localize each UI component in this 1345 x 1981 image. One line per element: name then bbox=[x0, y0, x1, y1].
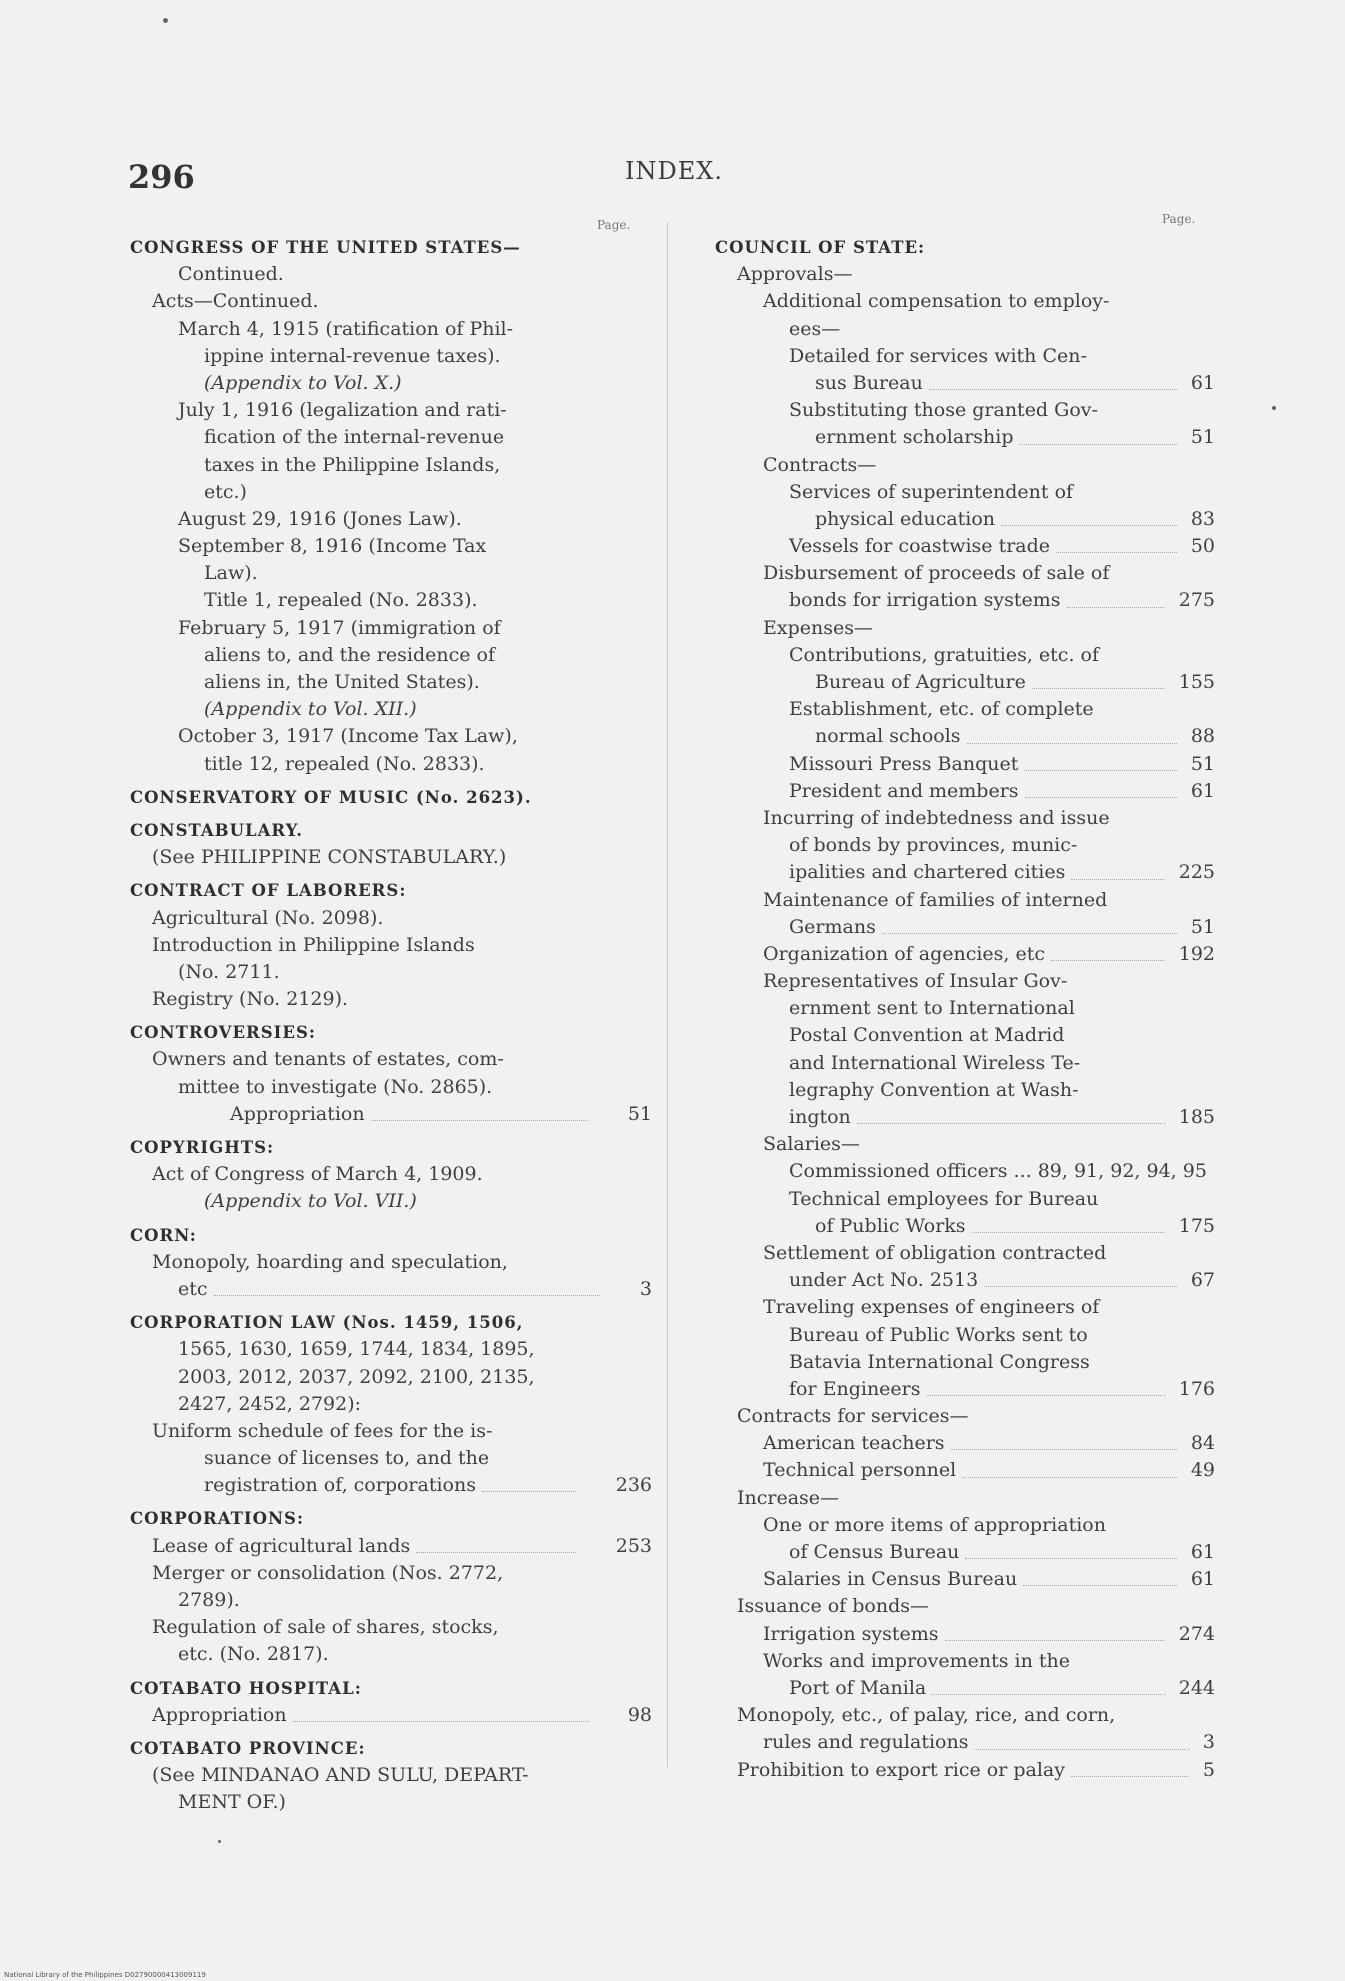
entry-text: August 29, 1916 (Jones Law). bbox=[178, 507, 462, 530]
page-reference: 98 bbox=[627, 1703, 652, 1726]
index-entry bbox=[715, 533, 1215, 560]
index-entry bbox=[715, 941, 1215, 968]
entry-text: Commissioned officers ... 89, 91, 92, 94, 95 bbox=[789, 1160, 1207, 1183]
index-entry bbox=[130, 751, 650, 778]
entry-text: Port of Manila bbox=[789, 1676, 927, 1699]
index-entry bbox=[130, 1533, 650, 1560]
page-reference: 244 bbox=[1178, 1676, 1215, 1699]
entry-text: CONSTABULARY. bbox=[130, 820, 304, 840]
index-heading bbox=[130, 1019, 650, 1046]
entry-text: and International Wireless Te- bbox=[789, 1051, 1081, 1074]
entry-text: Technical employees for Bureau bbox=[789, 1187, 1099, 1210]
entry-text: MENT OF.) bbox=[178, 1791, 286, 1814]
index-entry bbox=[715, 1294, 1215, 1321]
entry-text: COUNCIL OF STATE: bbox=[715, 238, 926, 257]
dot-leader bbox=[1071, 1776, 1189, 1777]
entry-text: legraphy Convention at Wash- bbox=[789, 1078, 1079, 1101]
index-heading bbox=[130, 1309, 650, 1336]
entry-text: Increase— bbox=[737, 1486, 840, 1509]
entry-text: Prohibition to export rice or palay bbox=[737, 1758, 1065, 1781]
page-reference: 88 bbox=[1190, 725, 1215, 748]
page-reference: 275 bbox=[1178, 589, 1215, 612]
index-entry bbox=[130, 1391, 650, 1418]
entry-text: Law). bbox=[204, 562, 258, 585]
index-entry bbox=[130, 261, 650, 288]
index-entry bbox=[130, 1249, 650, 1276]
entry-text: Lease of agricultural lands bbox=[152, 1534, 411, 1557]
dot-leader bbox=[945, 1640, 1165, 1641]
index-entry bbox=[715, 642, 1215, 669]
entry-text: Works and improvements in the bbox=[763, 1649, 1070, 1672]
entry-text: October 3, 1917 (Income Tax Law), bbox=[178, 725, 518, 748]
entry-text: Acts—Continued. bbox=[152, 290, 319, 313]
index-entry bbox=[130, 1560, 650, 1587]
dot-leader bbox=[1024, 770, 1176, 771]
index-entry bbox=[715, 914, 1215, 941]
dot-leader bbox=[984, 1286, 1177, 1287]
index-entry bbox=[715, 587, 1215, 614]
index-entry bbox=[715, 1485, 1215, 1512]
index-heading bbox=[130, 1134, 650, 1161]
index-entry bbox=[130, 506, 650, 533]
index-entry bbox=[130, 905, 650, 932]
entry-text: Contracts for services— bbox=[737, 1405, 969, 1428]
entry-text: Bureau of Agriculture bbox=[815, 671, 1026, 693]
index-entry bbox=[715, 751, 1215, 778]
index-entry bbox=[715, 615, 1215, 642]
entry-text: title 12, repealed (No. 2833). bbox=[204, 752, 485, 775]
dot-leader bbox=[951, 1449, 1177, 1450]
entry-text: registration of, corporations bbox=[204, 1474, 476, 1497]
entry-text: February 5, 1917 (immigration of bbox=[178, 616, 501, 639]
index-entry bbox=[715, 1240, 1215, 1267]
index-entry bbox=[715, 1322, 1215, 1349]
entry-text: Salaries in Census Bureau bbox=[763, 1568, 1018, 1591]
entry-text: normal schools bbox=[815, 725, 961, 748]
entry-text: 2789). bbox=[178, 1589, 240, 1611]
page-reference: 176 bbox=[1178, 1377, 1215, 1400]
page-reference: 236 bbox=[615, 1474, 652, 1497]
page-reference: 61 bbox=[1190, 779, 1215, 802]
dot-leader bbox=[1025, 797, 1177, 798]
index-entry bbox=[130, 288, 650, 315]
index-entry bbox=[130, 1188, 650, 1215]
entry-text: of Public Works bbox=[815, 1214, 966, 1237]
index-entry bbox=[130, 1101, 650, 1128]
entry-text: Irrigation systems bbox=[763, 1622, 939, 1645]
index-heading bbox=[130, 1505, 650, 1532]
entry-text: suance of licenses to, and the bbox=[204, 1447, 490, 1470]
entry-text: One or more items of appropriation bbox=[763, 1513, 1106, 1536]
entry-text: ees— bbox=[789, 317, 841, 340]
index-entry bbox=[715, 1376, 1215, 1403]
page-reference: 51 bbox=[1190, 752, 1215, 775]
index-entry bbox=[715, 1022, 1215, 1049]
page-reference: 61 bbox=[1190, 1568, 1215, 1591]
entry-text: March 4, 1915 (ratification of Phil- bbox=[178, 317, 514, 340]
index-entry bbox=[130, 844, 650, 871]
entry-text: Maintenance of families of interned bbox=[763, 888, 1108, 911]
index-entry bbox=[715, 479, 1215, 506]
entry-text: aliens to, and the residence of bbox=[204, 643, 496, 666]
running-head: INDEX. bbox=[625, 157, 723, 185]
entry-text: Approvals— bbox=[737, 263, 853, 286]
index-heading bbox=[130, 1675, 650, 1702]
dot-leader bbox=[214, 1295, 600, 1296]
dot-leader bbox=[293, 1721, 588, 1722]
entry-text: Technical personnel bbox=[763, 1459, 957, 1482]
index-entry bbox=[715, 1403, 1215, 1430]
entry-text: CONTROVERSIES: bbox=[130, 1023, 316, 1043]
index-entry bbox=[130, 1161, 650, 1188]
entry-text: mittee to investigate (No. 2865). bbox=[178, 1075, 493, 1098]
index-entry bbox=[130, 696, 650, 723]
index-entry bbox=[130, 1336, 650, 1363]
entry-text: ernment sent to International bbox=[789, 997, 1075, 1020]
dot-leader bbox=[932, 1694, 1165, 1695]
dot-leader bbox=[972, 1232, 1165, 1233]
entry-text: etc. (No. 2817). bbox=[178, 1643, 329, 1666]
entry-text: Vessels for coastwise trade bbox=[789, 535, 1051, 558]
index-heading bbox=[130, 1222, 650, 1249]
index-entry bbox=[715, 560, 1215, 587]
entry-text: Contributions, gratuities, etc. of bbox=[789, 643, 1100, 666]
dot-leader bbox=[416, 1552, 575, 1553]
dot-leader bbox=[1071, 879, 1164, 880]
dot-leader bbox=[482, 1491, 576, 1492]
page-reference: 185 bbox=[1178, 1106, 1215, 1128]
scan-speck bbox=[163, 18, 168, 23]
index-entry bbox=[715, 1267, 1215, 1294]
entry-text: Establishment, etc. of complete bbox=[789, 698, 1094, 721]
index-entry bbox=[715, 1702, 1215, 1729]
index-entry bbox=[715, 1213, 1215, 1240]
entry-text: Batavia International Congress bbox=[789, 1350, 1090, 1373]
page-reference: 51 bbox=[1190, 426, 1215, 449]
entry-text: CONGRESS OF THE UNITED STATES— bbox=[130, 238, 521, 257]
page-reference: 83 bbox=[1190, 507, 1215, 530]
index-entry bbox=[130, 1046, 650, 1073]
entry-text: Settlement of obligation contracted bbox=[763, 1241, 1107, 1264]
page-reference: 84 bbox=[1190, 1432, 1215, 1455]
entry-text: Merger or consolidation (Nos. 2772, bbox=[152, 1561, 504, 1584]
page-reference: 49 bbox=[1190, 1459, 1215, 1482]
index-entry bbox=[715, 1131, 1215, 1158]
entry-text: CONSERVATORY OF MUSIC (No. 2623). bbox=[130, 787, 532, 807]
page-reference: 3 bbox=[639, 1277, 652, 1300]
dot-leader bbox=[1023, 1585, 1177, 1586]
index-entry bbox=[130, 1789, 650, 1816]
page-reference: 225 bbox=[1178, 861, 1215, 884]
page-column-label-right: Page. bbox=[1162, 212, 1196, 226]
page-reference: 67 bbox=[1190, 1269, 1215, 1292]
index-entry bbox=[130, 424, 650, 451]
entry-text: Representatives of Insular Gov- bbox=[763, 970, 1068, 993]
entry-text: Postal Convention at Madrid bbox=[789, 1024, 1065, 1047]
index-column-left bbox=[130, 234, 650, 1817]
dot-leader bbox=[1001, 525, 1177, 526]
index-heading bbox=[130, 1735, 650, 1762]
entry-text: (No. 2711. bbox=[178, 960, 280, 983]
entry-text: Expenses— bbox=[763, 616, 873, 639]
index-heading bbox=[130, 817, 650, 844]
index-entry bbox=[715, 1675, 1215, 1702]
index-heading bbox=[130, 784, 650, 811]
entry-text: Agricultural (No. 2098). bbox=[152, 906, 384, 929]
index-entry bbox=[715, 1186, 1215, 1213]
index-entry bbox=[130, 397, 650, 424]
index-entry bbox=[130, 723, 650, 750]
index-entry bbox=[715, 506, 1215, 533]
entry-text: ington bbox=[789, 1106, 851, 1128]
index-entry bbox=[715, 1566, 1215, 1593]
dot-leader bbox=[962, 1477, 1177, 1478]
index-entry bbox=[130, 1445, 650, 1472]
entry-text: COPYRIGHTS: bbox=[130, 1138, 275, 1157]
entry-text: Uniform schedule of fees for the is- bbox=[152, 1419, 493, 1442]
index-entry bbox=[715, 261, 1215, 288]
index-column-right bbox=[715, 234, 1215, 1784]
index-entry bbox=[130, 479, 650, 506]
column-divider bbox=[667, 222, 668, 1767]
index-entry bbox=[715, 1539, 1215, 1566]
entry-text: (See MINDANAO AND SULU, DEPART- bbox=[152, 1764, 529, 1787]
entry-text: Owners and tenants of estates, com- bbox=[152, 1048, 504, 1071]
index-entry bbox=[130, 1472, 650, 1499]
entry-text: September 8, 1916 (Income Tax bbox=[178, 535, 487, 558]
index-entry bbox=[130, 1074, 650, 1101]
entry-text: etc bbox=[178, 1277, 208, 1300]
index-entry bbox=[715, 696, 1215, 723]
index-entry bbox=[715, 1757, 1215, 1784]
entry-text: CONTRACT OF LABORERS: bbox=[130, 881, 407, 901]
entry-text: (Appendix to Vol. VII.) bbox=[204, 1190, 417, 1213]
page-reference: 51 bbox=[1190, 915, 1215, 938]
index-entry bbox=[715, 397, 1215, 424]
dot-leader bbox=[929, 389, 1177, 390]
page-reference: 5 bbox=[1202, 1758, 1215, 1781]
entry-text: American teachers bbox=[763, 1432, 945, 1455]
index-entry bbox=[715, 452, 1215, 479]
entry-text: 2427, 2452, 2792): bbox=[178, 1392, 362, 1415]
scan-speck bbox=[1272, 406, 1276, 410]
index-entry bbox=[130, 932, 650, 959]
entry-text: 2003, 2012, 2037, 2092, 2100, 2135, bbox=[178, 1365, 535, 1388]
index-entry bbox=[715, 1349, 1215, 1376]
index-entry bbox=[715, 1104, 1215, 1131]
index-entry bbox=[715, 778, 1215, 805]
entry-text: Bureau of Public Works sent to bbox=[789, 1323, 1088, 1346]
index-entry bbox=[130, 452, 650, 479]
index-entry bbox=[715, 1648, 1215, 1675]
index-entry bbox=[130, 560, 650, 587]
index-entry bbox=[130, 343, 650, 370]
entry-text: aliens in, the United States). bbox=[204, 671, 480, 693]
index-entry bbox=[715, 887, 1215, 914]
index-entry bbox=[715, 968, 1215, 995]
entry-text: July 1, 1916 (legalization and rati- bbox=[178, 399, 507, 422]
dot-leader bbox=[967, 743, 1177, 744]
entry-text: (Appendix to Vol. X.) bbox=[204, 371, 402, 394]
page-number: 296 bbox=[128, 158, 195, 196]
page-reference: 274 bbox=[1178, 1622, 1215, 1645]
entry-text: Monopoly, etc., of palay, rice, and corn, bbox=[737, 1704, 1116, 1727]
index-entry bbox=[130, 1641, 650, 1668]
entry-text: Regulation of sale of shares, stocks, bbox=[152, 1616, 499, 1639]
page-reference: 61 bbox=[1190, 1541, 1215, 1563]
entry-text: physical education bbox=[815, 507, 996, 530]
index-entry bbox=[715, 1593, 1215, 1620]
page-reference: 175 bbox=[1178, 1214, 1215, 1237]
index-entry bbox=[130, 1762, 650, 1789]
page-reference: 51 bbox=[627, 1102, 652, 1125]
entry-text: sus Bureau bbox=[815, 371, 923, 394]
index-entry bbox=[715, 370, 1215, 397]
page-reference: 192 bbox=[1178, 942, 1215, 965]
entry-text: rules and regulations bbox=[763, 1731, 969, 1754]
dot-leader bbox=[927, 1395, 1165, 1396]
index-entry bbox=[130, 316, 650, 343]
entry-text: under Act No. 2513 bbox=[789, 1269, 979, 1292]
index-entry bbox=[715, 1050, 1215, 1077]
entry-text: CORN: bbox=[130, 1225, 197, 1245]
entry-text: Title 1, repealed (No. 2833). bbox=[204, 589, 478, 612]
entry-text: Appropriation bbox=[230, 1102, 365, 1125]
entry-text: ipalities and chartered cities bbox=[789, 861, 1066, 884]
index-entry bbox=[715, 669, 1215, 696]
index-entry bbox=[715, 1621, 1215, 1648]
entry-text: CORPORATIONS: bbox=[130, 1509, 305, 1529]
entry-text: Continued. bbox=[178, 263, 284, 286]
page-column-label-left: Page. bbox=[597, 218, 631, 232]
dot-leader bbox=[371, 1120, 588, 1121]
index-entry bbox=[715, 1158, 1215, 1185]
entry-text: Monopoly, hoarding and speculation, bbox=[152, 1250, 508, 1273]
index-heading bbox=[130, 234, 650, 261]
entry-text: bonds for irrigation systems bbox=[789, 589, 1061, 612]
page-reference: 155 bbox=[1178, 671, 1215, 693]
page-reference: 61 bbox=[1190, 371, 1215, 394]
entry-text: ippine internal-revenue taxes). bbox=[204, 344, 501, 367]
index-entry bbox=[130, 587, 650, 614]
dot-leader bbox=[882, 933, 1177, 934]
entry-text: CORPORATION LAW (Nos. 1459, 1506, bbox=[130, 1313, 524, 1333]
page-reference: 253 bbox=[615, 1534, 652, 1557]
entry-text: (See PHILIPPINE CONSTABULARY.) bbox=[152, 846, 507, 869]
index-entry bbox=[715, 832, 1215, 859]
index-entry bbox=[715, 316, 1215, 343]
entry-text: Act of Congress of March 4, 1909. bbox=[152, 1163, 483, 1186]
entry-text: (Appendix to Vol. XII.) bbox=[204, 698, 417, 721]
index-entry bbox=[715, 1457, 1215, 1484]
index-entry bbox=[130, 1276, 650, 1303]
entry-text: Registry (No. 2129). bbox=[152, 988, 349, 1011]
index-entry bbox=[130, 1364, 650, 1391]
entry-text: Introduction in Philippine Islands bbox=[152, 933, 475, 956]
entry-text: Salaries— bbox=[763, 1133, 860, 1156]
dot-leader bbox=[1051, 960, 1165, 961]
dot-leader bbox=[1032, 688, 1165, 689]
index-entry bbox=[715, 343, 1215, 370]
index-entry bbox=[715, 805, 1215, 832]
scan-credit: National Library of the Philippines D02790000413009119 bbox=[4, 1971, 206, 1979]
entry-text: Germans bbox=[789, 915, 876, 938]
index-entry bbox=[715, 995, 1215, 1022]
dot-leader bbox=[1056, 552, 1177, 553]
entry-text: Contracts— bbox=[763, 453, 877, 476]
dot-leader bbox=[857, 1123, 1165, 1124]
entry-text: 1565, 1630, 1659, 1744, 1834, 1895, bbox=[178, 1338, 535, 1361]
index-entry bbox=[130, 1418, 650, 1445]
index-entry bbox=[715, 1512, 1215, 1539]
entry-text: Services of superintendent of bbox=[789, 480, 1074, 503]
entry-text: fication of the internal-revenue bbox=[204, 426, 505, 449]
entry-text: President and members bbox=[789, 779, 1019, 802]
index-entry bbox=[130, 1587, 650, 1614]
entry-text: Organization of agencies, etc bbox=[763, 942, 1046, 965]
entry-text: of bonds by provinces, munic- bbox=[789, 834, 1078, 857]
entry-text: Missouri Press Banquet bbox=[789, 752, 1019, 775]
entry-text: for Engineers bbox=[789, 1377, 921, 1400]
index-heading bbox=[130, 877, 650, 904]
entry-text: Substituting those granted Gov- bbox=[789, 399, 1098, 422]
index-entry bbox=[715, 1729, 1215, 1756]
index-entry bbox=[715, 288, 1215, 315]
page-reference: 3 bbox=[1202, 1731, 1215, 1754]
index-entry bbox=[715, 1077, 1215, 1104]
entry-text: of Census Bureau bbox=[789, 1541, 960, 1563]
dot-leader bbox=[1020, 444, 1177, 445]
index-entry bbox=[715, 1430, 1215, 1457]
index-entry bbox=[130, 533, 650, 560]
entry-text: taxes in the Philippine Islands, bbox=[204, 453, 501, 476]
page-reference: 50 bbox=[1190, 535, 1215, 558]
index-entry bbox=[715, 723, 1215, 750]
index-entry bbox=[130, 1614, 650, 1641]
dot-leader bbox=[965, 1558, 1176, 1559]
entry-text: Appropriation bbox=[152, 1703, 287, 1726]
entry-text: ernment scholarship bbox=[815, 426, 1014, 449]
entry-text: Traveling expenses of engineers of bbox=[763, 1296, 1100, 1319]
scan-speck bbox=[218, 1840, 221, 1843]
entry-text: Incurring of indebtedness and issue bbox=[763, 806, 1110, 829]
dot-leader bbox=[1067, 607, 1165, 608]
entry-text: Disbursement of proceeds of sale of bbox=[763, 562, 1110, 585]
index-entry bbox=[130, 642, 650, 669]
index-heading bbox=[715, 234, 1215, 261]
index-entry bbox=[130, 1702, 650, 1729]
index-entry bbox=[715, 859, 1215, 886]
index-entry bbox=[130, 370, 650, 397]
entry-text: COTABATO PROVINCE: bbox=[130, 1738, 366, 1758]
dot-leader bbox=[974, 1749, 1188, 1750]
index-entry bbox=[130, 986, 650, 1013]
index-entry bbox=[715, 424, 1215, 451]
entry-text: Detailed for services with Cen- bbox=[789, 344, 1087, 367]
index-entry bbox=[130, 669, 650, 696]
entry-text: etc.) bbox=[204, 480, 247, 503]
entry-text: Issuance of bonds— bbox=[737, 1595, 929, 1618]
index-entry bbox=[130, 959, 650, 986]
entry-text: Additional compensation to employ- bbox=[763, 290, 1110, 313]
index-entry bbox=[130, 615, 650, 642]
entry-text: COTABATO HOSPITAL: bbox=[130, 1678, 362, 1698]
